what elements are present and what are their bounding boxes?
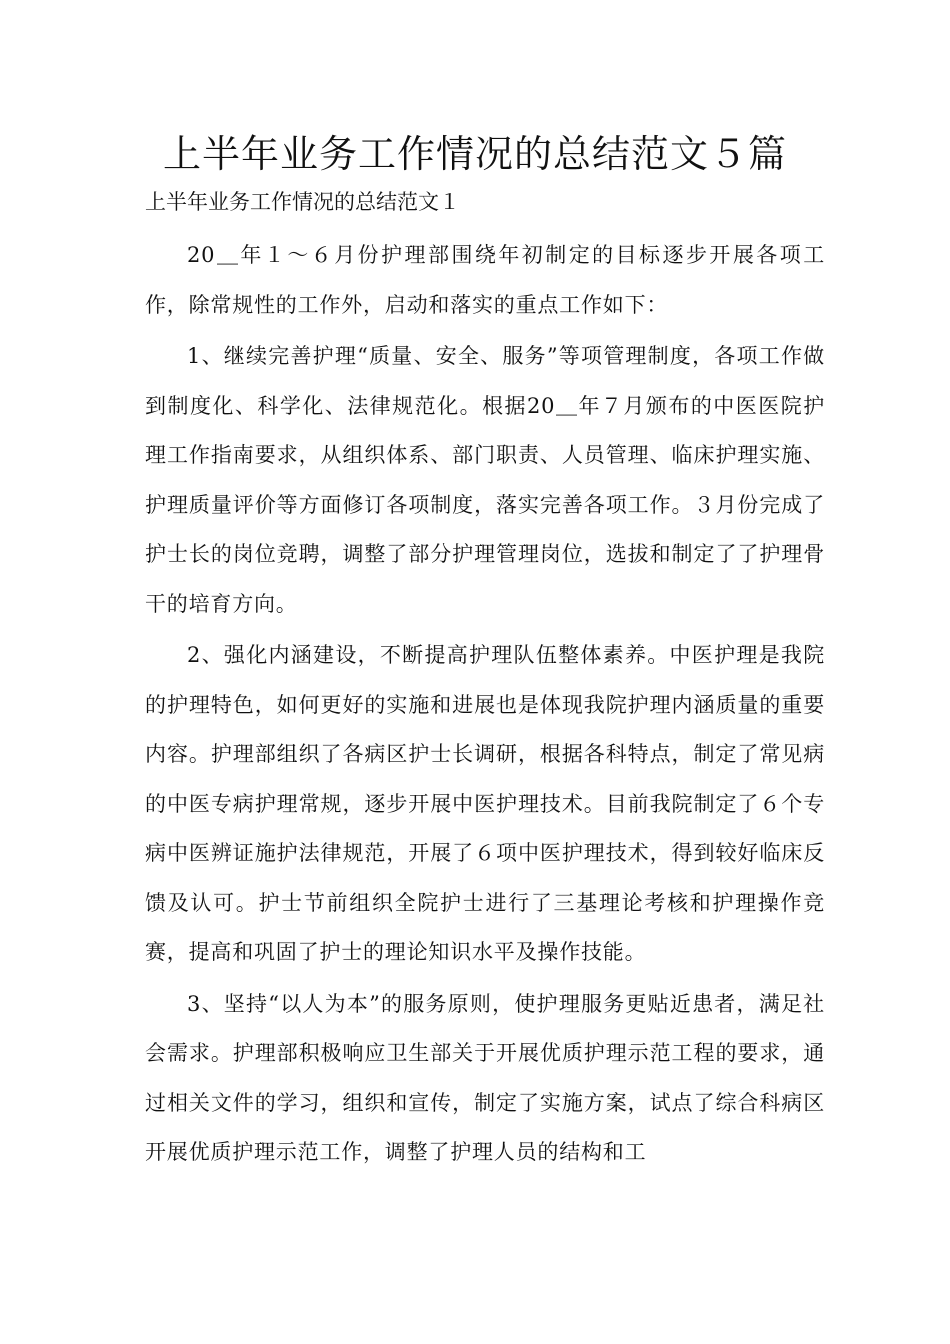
paragraph-item-3: 3、坚持“以人为本”的服务原则，使护理服务更贴近患者，满足社会需求。护理部积极响应卫生部关于开展优质护理示范工程的要求，通过相关文件的学习，组织和宣传，制定了实施方案，试点了综合科病区开展优质护理示范工作，调整了护理人员的结构和工 [145,991,825,1164]
document-title: 上半年业务工作情况的总结范文５篇 [162,132,787,176]
section-heading: 上半年业务工作情况的总结范文１ [145,190,460,214]
paragraph-intro: 20＿年１～６月份护理部围绕年初制定的目标逐步开展各项工作，除常规性的工作外，启动和落实的重点工作如下： [145,243,825,317]
paragraph-item-1: 1、继续完善护理“质量、安全、服务”等项管理制度，各项工作做到制度化、科学化、法律规范化。根据20＿年７月颁布的中医医院护理工作指南要求，从组织体系、部门职责、人员管理、临床护理实施、护理质量评价等方面修订各项制度，落实完善各项工作。３月份完成了护士长的岗位竞聘，调整了部分护理管理岗位，选拔和制定了了护理骨干的培育方向。 [145,344,825,616]
document-body [145,231,825,1178]
paragraph-item-2: 2、强化内涵建设，不断提高护理队伍整体素养。中医护理是我院的护理特色，如何更好的实施和进展也是体现我院护理内涵质量的重要内容。护理部组织了各病区护士长调研，根据各科特点，制定了常见病的中医专病护理常规，逐步开展中医护理技术。目前我院制定了６个专病中医辨证施护法律规范，开展了６项中医护理技术，得到较好临床反馈及认可。护士节前组织全院护士进行了三基理论考核和护理操作竞赛，提高和巩固了护士的理论知识水平及操作技能。 [145,643,825,964]
